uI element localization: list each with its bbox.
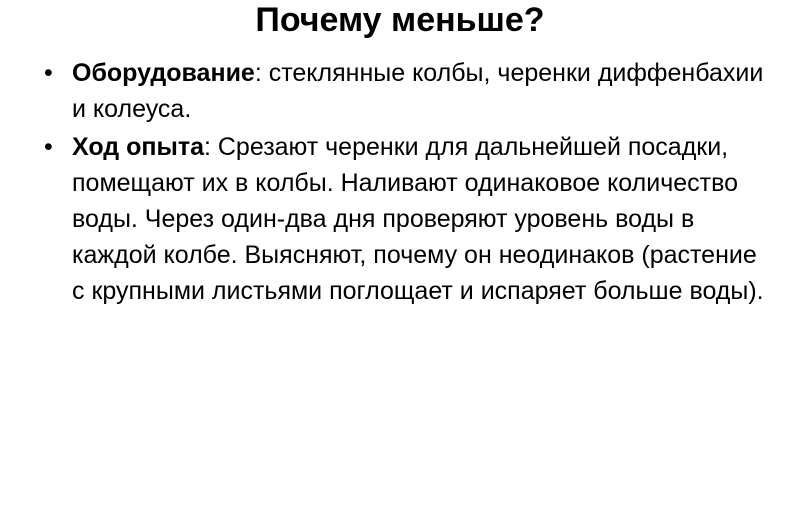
bullet-term: Оборудование: [72, 59, 255, 87]
slide-title: Почему меньше?: [255, 1, 545, 39]
bullet-text: : Срезают черенки для дальнейшей посадки, помещают их в колбы. Наливают одинаковое количество воды. Через один-два дня проверяют уровень воды в каждой колбе. Выясняют, почему он неодинаков (растение с крупными листьями поглощает и испаряет больше воды).: [72, 133, 764, 305]
bullet-list: [44, 55, 764, 311]
bullet-term: Ход опыта: [72, 133, 204, 161]
bullet-item-procedure: [44, 129, 764, 309]
bullet-text: : стеклянные колбы, черенки диффенбахии и колеуса.: [72, 59, 764, 123]
bullet-icon: •: [44, 59, 53, 87]
bullet-item-equipment: [44, 55, 764, 127]
bullet-icon: •: [44, 133, 53, 161]
